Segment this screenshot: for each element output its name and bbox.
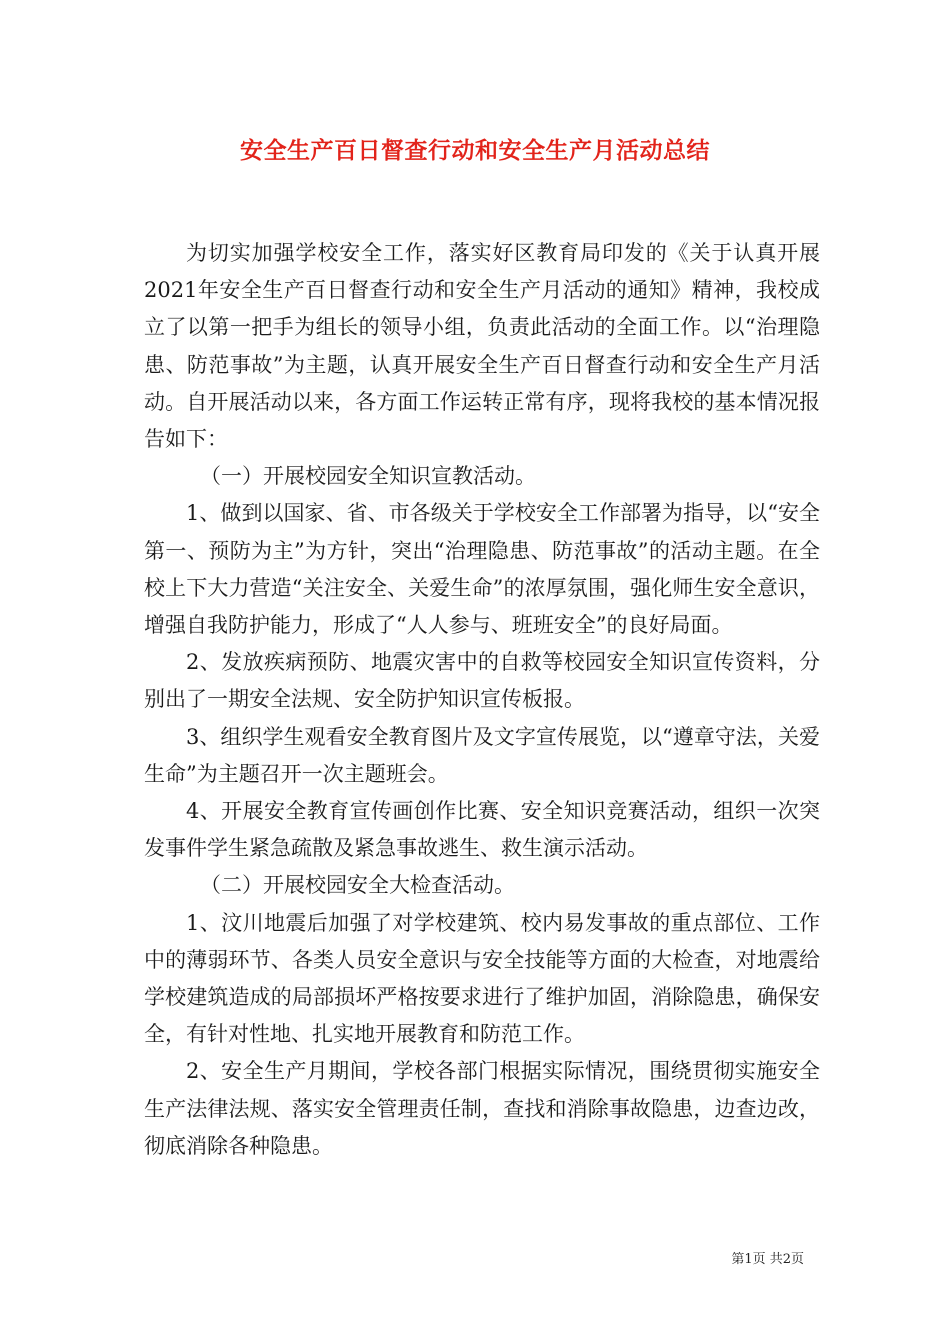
paragraph-2-2: 2、安全生产月期间，学校各部门根据实际情况，围绕贯彻实施安全生产法律法规、落实安全管理责任制，查找和消除事故隐患，边查边改，彻底消除各种隐患。: [144, 1059, 820, 1158]
paragraph-1-2: 2、发放疾病预防、地震灾害中的自救等校园安全知识宣传资料，分别出了一期安全法规、安全防护知识宣传板报。: [144, 650, 820, 712]
page-number: 第1页 共2页: [731, 1252, 804, 1267]
paragraph-intro: 为切实加强学校安全工作，落实好区教育局印发的《关于认真开展2021年安全生产百日督查行动和安全生产月活动的通知》精神，我校成立了以第一把手为组长的领导小组，负责此活动的全面工作。以“治理隐患、防范事故”为主题，认真开展安全生产百日督查行动和安全生产月活动。自开展活动以来，各方面工作运转正常有序，现将我校的基本情况报告如下：: [144, 241, 820, 452]
paragraph-1-4: 4、开展安全教育宣传画创作比赛、安全知识竞赛活动，组织一次突发事件学生紧急疏散及紧急事故逃生、救生演示活动。: [144, 799, 820, 861]
paragraph-1-3: 3、组织学生观看安全教育图片及文字宣传展览，以“遵章守法，关爱生命”为主题召开一次主题班会。: [144, 724, 820, 786]
document-title: 安全生产百日督查行动和安全生产月活动总结: [240, 137, 710, 164]
document-body: [144, 235, 820, 1165]
paragraph-1-1: 1、做到以国家、省、市各级关于学校安全工作部署为指导，以“安全第一、预防为主”为方针，突出“治理隐患、防范事故”的活动主题。在全校上下大力营造“关注安全、关爱生命”的浓厚氛围，强化师生安全意识，增强自我防护能力，形成了“人人参与、班班安全”的良好局面。: [144, 501, 820, 638]
section-heading-1: （一）开展校园安全知识宣教活动。: [200, 464, 536, 489]
paragraph-2-1: 1、汶川地震后加强了对学校建筑、校内易发事故的重点部位、工作中的薄弱环节、各类人员安全意识与安全技能等方面的大检查，对地震给学校建筑造成的局部损坏严格按要求进行了维护加固，消除隐患，确保安全，有针对性地、扎实地开展教育和防范工作。: [144, 910, 820, 1047]
section-heading-2: （二）开展校园安全大检查活动。: [200, 873, 515, 898]
